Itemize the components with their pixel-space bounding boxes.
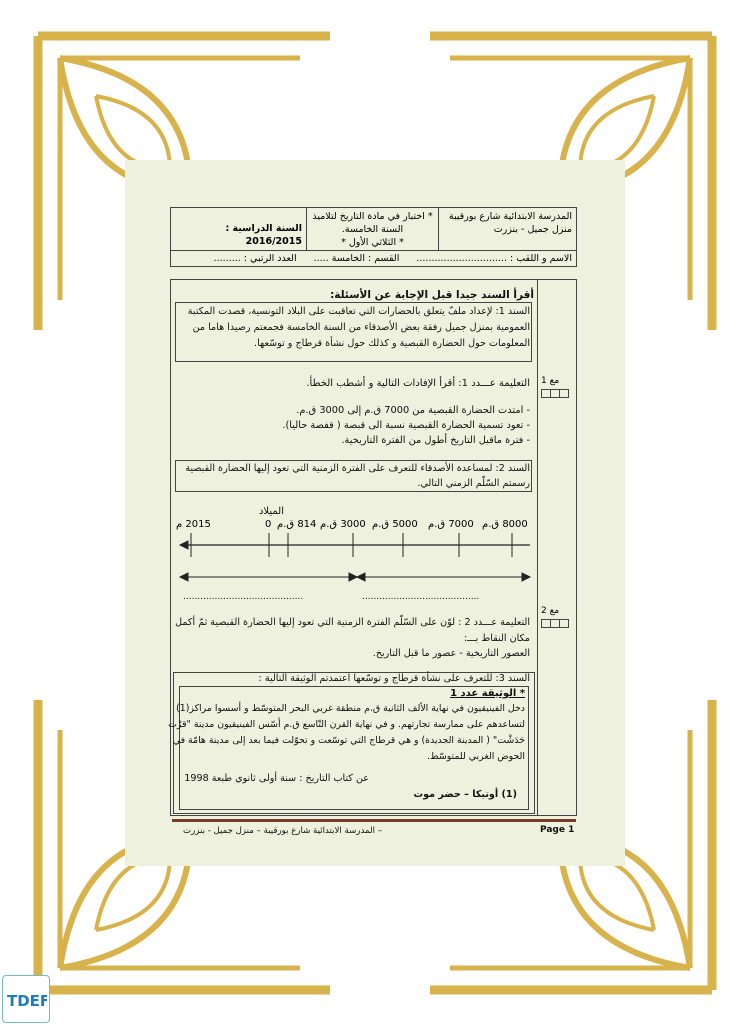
timeline-label-0: 0 <box>265 519 272 530</box>
student-info-row <box>171 250 576 268</box>
document-3-p3: حَدَشْت" ( المدينة الجديدة) و هي قرطاج التي توسّعت و تحوّلت فيما بعد إلى مدينة هامّة في <box>172 735 525 746</box>
footer-school: – المدرسة الابتدائية شارع بورقيبة – منزل جميل - بنزرت <box>183 826 382 836</box>
score-box <box>559 619 569 628</box>
document-2-line2: رسمتم السّلّم الزمني التالي. <box>417 478 530 489</box>
document-3-intro: السند 3: للتعرف على نشأة قرطاج و توسّعها اعتمدتم الوثيقة التالية : <box>258 673 530 684</box>
exam-title: * اختبار في مادة التاريخ لتلاميذ <box>312 211 433 222</box>
timeline-label-7000: 7000 ق.م <box>428 519 474 530</box>
school-location: منزل جميل - بنزرت <box>493 224 572 235</box>
score-label-1: مع 1 <box>541 376 560 386</box>
timeline-label-3000: 3000 ق.م <box>320 519 366 530</box>
footer-rule <box>172 819 576 822</box>
logo-wordmark: TDEF <box>7 992 47 1010</box>
site-logo <box>2 975 50 1023</box>
intro-instruction: أقرأ السند جيدا قبل الإجابة عن الأسئلة: <box>330 289 534 301</box>
era-answer-left: .......................................... <box>183 592 304 602</box>
exam-level: السنة الخامسة. <box>341 224 404 235</box>
task-1-item-2: - تعود تسمية الحضارة القبصية نسبة الى قبصة ( قفصة حاليا). <box>282 420 530 431</box>
class-field: القسم : الخامسة ..... <box>313 253 400 264</box>
school-name: المدرسة الابتدائية شارع بورقيبة <box>448 211 572 222</box>
timeline-label-814: 814 ق.م <box>277 519 317 530</box>
document-1-line1: السند 1: لإعداد ملفّ يتعلق بالحضارات التي تعاقبت على البلاد التونسية، قصدت المكتبة <box>187 306 530 317</box>
document-2-line1: السند 2: لمساعدة الأصدقاء للتعرف على الفترة الزمنية التي تعود إليها الحضارة القبصية <box>185 463 530 474</box>
exam-term: * الثلاثي الأول * <box>341 237 404 248</box>
document-1-line3: المعلومات حول الحضارة القبصية و كذلك حول نشأة قرطاج و توسّعها. <box>254 338 530 349</box>
exam-header <box>170 207 577 267</box>
score-label-2: مع 2 <box>541 606 560 616</box>
mark-column <box>537 279 538 816</box>
document-3-p2: لتساعدهم على ممارسة تجارتهم. و في نهاية القرن التّاسع ق.م أسّس الفينيقيون مدينة "قرْت <box>168 719 525 730</box>
page-number: Page 1 <box>540 825 575 835</box>
task-2-line1: التعليمة عـــدد 2 : لوّن على السّلّم الفترة الزمنية التي تعود إليها الحضارة القبصية ثمّ أكمل <box>175 617 530 628</box>
document-1-line2: العمومية بمنزل جميل رفقة بعض الأصدقاء من السنة الخامسة فجمعتم رصيدا هاما من <box>192 322 530 333</box>
exam-title-cell <box>306 208 438 250</box>
score-box <box>559 389 569 398</box>
document-3-source: عن كتاب التاريخ : سنة أولى ثانوي طبعة 1998 <box>184 773 369 784</box>
document-3-heading: * الوثيقة عدد 1 <box>450 688 525 699</box>
document-3-footnote: (1) أوتيكا – حضر موت <box>413 789 517 800</box>
timeline-label-8000: 8000 ق.م <box>482 519 528 530</box>
task-1-item-1: - امتدت الحضارة القبصية من 7000 ق.م إلى 3000 ق.م. <box>296 405 530 416</box>
timeline-label-2015: 2015 م <box>176 519 211 530</box>
timeline-milad-label: الميلاد <box>258 506 284 517</box>
number-field: العدد الرتبي : ......... <box>213 253 297 264</box>
school-year: السنة الدراسية : 2016/2015 <box>225 223 302 247</box>
document-3-p4: الحوض الغربي للمتوسّط. <box>426 751 525 762</box>
task-1-title: التعليمة عـــدد 1: أقرأ الإفادات التالية و أشطب الخطأ. <box>306 378 530 389</box>
name-field: الاسم و اللقب : .............................. <box>416 253 572 264</box>
logo-graphic <box>3 976 47 1020</box>
era-answer-right: ......................................... <box>362 592 480 602</box>
school-cell <box>438 208 576 250</box>
task-1-item-3: - فترة ماقبل التاريخ أطول من الفترة التاريخية. <box>341 435 530 446</box>
task-2-line3: العصور التاريخية - عصور ما قبل التاريخ. <box>372 648 530 659</box>
task-2-line2: مكان النقاط بـــ: <box>464 633 530 644</box>
timeline-label-5000: 5000 ق.م <box>372 519 418 530</box>
document-3-p1: دخل الفينيقيون في نهاية الألف الثانية ق.م منطقة غربي البحر المتوسّط و أسسوا مراكز(1) <box>176 703 525 714</box>
